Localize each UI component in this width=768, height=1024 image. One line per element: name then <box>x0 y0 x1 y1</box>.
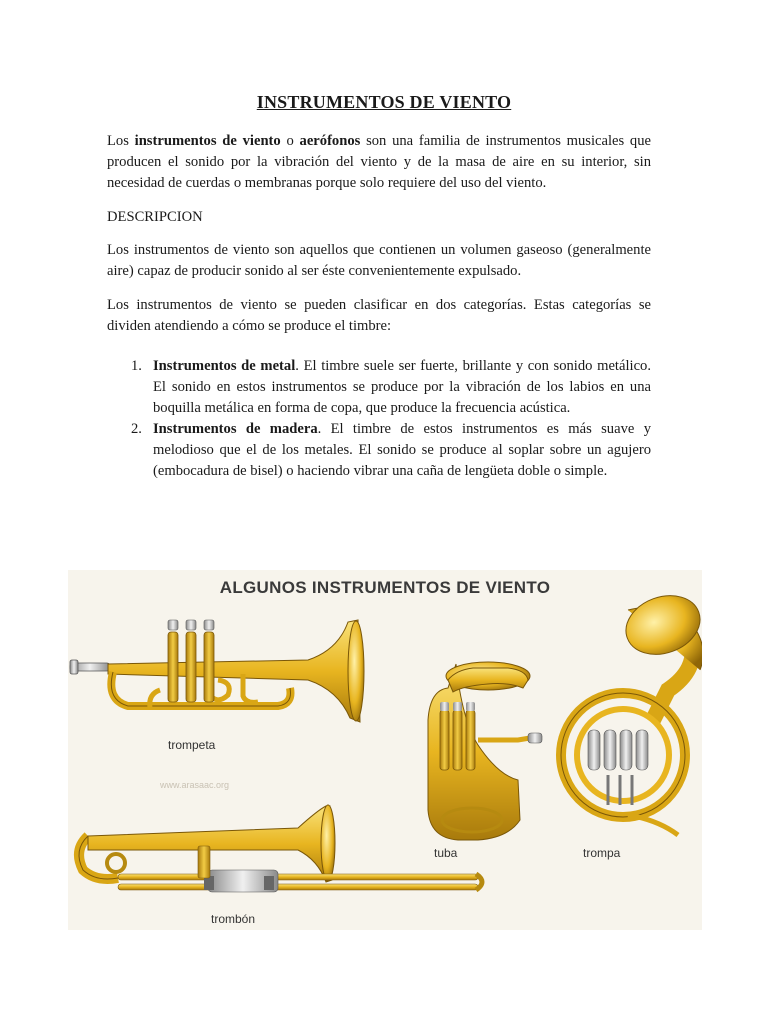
tuba-illustration <box>428 662 542 840</box>
horn-label: trompa <box>583 846 621 860</box>
list-item-number: 2. <box>131 421 142 437</box>
list-item-term: Instrumentos de metal <box>153 358 296 374</box>
figure-watermark: www.arasaac.org <box>160 780 230 790</box>
list-item-number: 1. <box>131 358 142 374</box>
intro-lead: Los <box>107 133 129 149</box>
list-item-text: . El timbre suele ser fuerte, brillante y con sonido metálico. El sonido en estos instrumentos se produce por la vibración de los labios en una boquilla metálica en forma de copa, que produce la frecuencia acústica. <box>153 358 651 416</box>
list-item <box>131 356 651 419</box>
intro-term-2: aerófonos <box>299 133 361 149</box>
instruments-illustration <box>68 570 702 930</box>
horn-illustration <box>561 586 702 835</box>
intro-rest: son una familia de instrumentos musicales que producen el sonido por la vibración del viento y de la masa de aire en su interior, sin necesidad de cuerdas o membranas porque solo requiere del uso del viento. <box>107 133 651 191</box>
figure-title: ALGUNOS INSTRUMENTOS DE VIENTO <box>219 578 551 597</box>
description-paragraph: Los instrumentos de viento son aquellos que contienen un volumen gaseoso (generalmente aire) capaz de producir sonido al ser éste convenientemente expulsado. <box>107 242 651 279</box>
list-item <box>131 419 651 482</box>
trombone-label: trombón <box>211 912 256 926</box>
trumpet-label: trompeta <box>168 738 216 752</box>
classification-paragraph: Los instrumentos de viento se pueden clasificar en dos categorías. Estas categorías se dividen atendiendo a cómo se produce el timbre: <box>107 297 651 334</box>
trumpet-illustration <box>70 620 364 722</box>
list-item-term: Instrumentos de madera <box>153 421 318 437</box>
intro-term-1: instrumentos de viento <box>134 133 281 149</box>
intro-paragraph <box>107 131 651 194</box>
instruments-figure <box>68 570 702 930</box>
category-list <box>131 356 651 482</box>
tuba-label: tuba <box>434 846 458 860</box>
trombone-illustration <box>79 805 482 892</box>
intro-connector: o <box>286 133 294 149</box>
section-heading: DESCRIPCION <box>107 209 203 225</box>
list-item-text: . El timbre de estos instrumentos es más suave y melodioso que el de los metales. El sonido se produce al soplar sobre un agujero (embocadura de bisel) o haciendo vibrar una caña de lengüeta doble o simple. <box>153 421 651 479</box>
document-title: INSTRUMENTOS DE VIENTO <box>256 92 512 112</box>
